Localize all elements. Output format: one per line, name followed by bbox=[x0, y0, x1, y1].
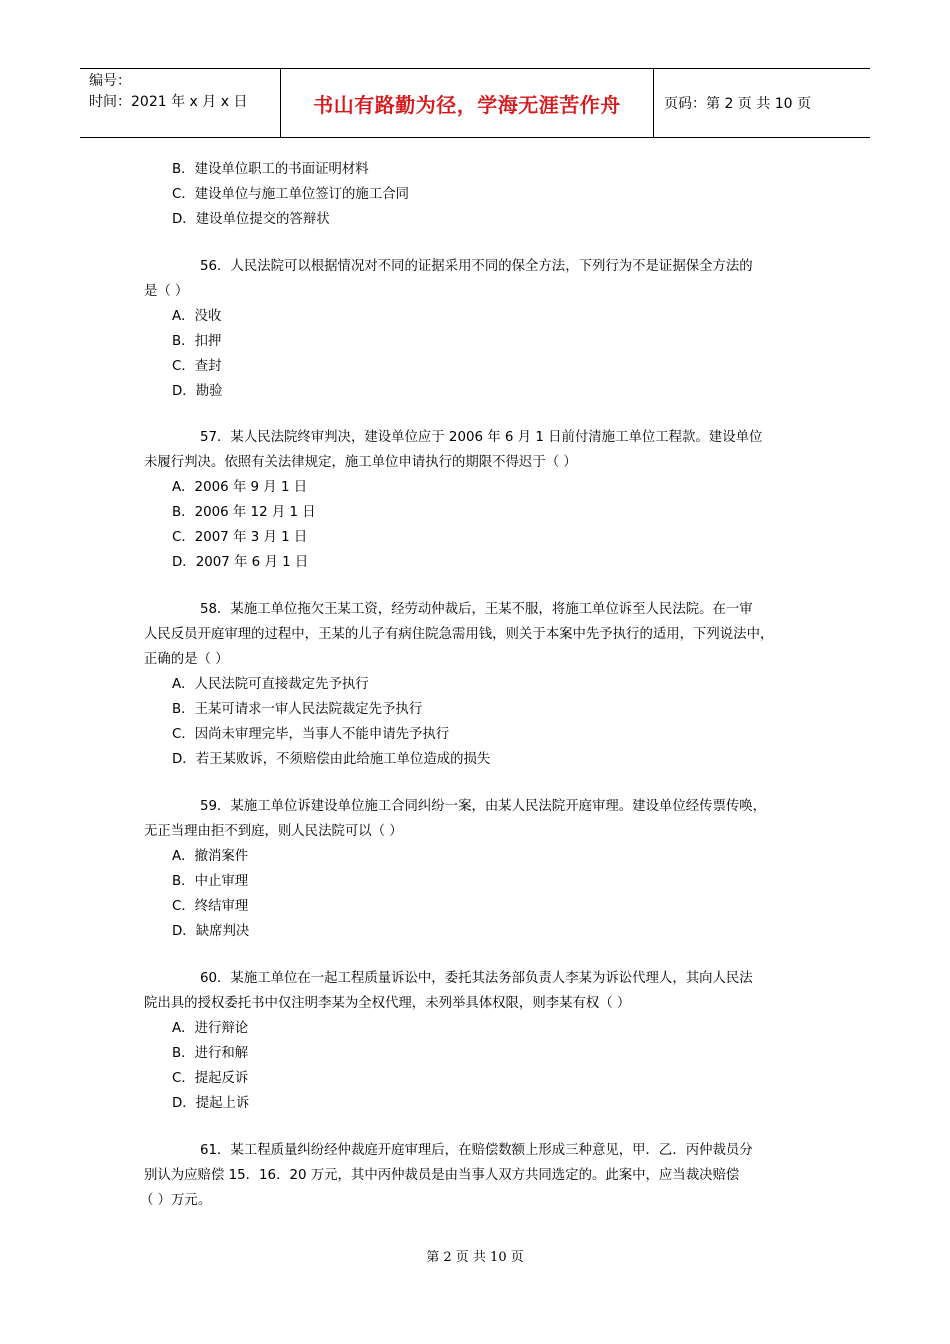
question-line: 院出具的授权委托书中仅注明李某为全权代理，未列举具体权限，则李某有权（ ） bbox=[144, 996, 631, 1011]
header-meta bbox=[80, 69, 281, 137]
option-line: B．建设单位职工的书面证明材料 bbox=[172, 162, 369, 177]
option-line: D．若王某败诉，不须赔偿由此给施工单位造成的损失 bbox=[172, 752, 491, 767]
page-footer: 第 2 页 共 10 页 bbox=[426, 1250, 524, 1265]
option-line: C．查封 bbox=[172, 359, 222, 374]
option-line: C．建设单位与施工单位签订的施工合同 bbox=[172, 187, 409, 202]
question-line: 56．人民法院可以根据情况对不同的证据采用不同的保全方法，下列行为不是证据保全方法的 bbox=[200, 259, 753, 274]
question-line: 无正当理由拒不到庭，则人民法院可以（ ） bbox=[144, 824, 403, 839]
option-line: D．建设单位提交的答辩状 bbox=[172, 212, 330, 227]
option-line: B．进行和解 bbox=[172, 1046, 249, 1061]
question-line: 未履行判决。依照有关法律规定，施工单位申请执行的期限不得迟于（ ） bbox=[144, 455, 577, 470]
question-line: （ ）万元。 bbox=[140, 1193, 212, 1208]
option-line: D．勘验 bbox=[172, 384, 223, 399]
option-line: B．中止审理 bbox=[172, 874, 249, 889]
time-label: 时间：2021 年 x 月 x 日 bbox=[89, 94, 248, 110]
option-line: B．2006 年 12 月 1 日 bbox=[172, 505, 316, 520]
option-line: A．2006 年 9 月 1 日 bbox=[172, 480, 308, 495]
question-line: 人民反员开庭审理的过程中，王某的儿子有病住院急需用钱，则关于本案中先予执行的适用，下列说法中， bbox=[144, 627, 774, 642]
option-line: D．2007 年 6 月 1 日 bbox=[172, 555, 309, 570]
option-line: C．终结审理 bbox=[172, 899, 249, 914]
option-line: C．提起反诉 bbox=[172, 1071, 249, 1086]
question-line: 是（ ） bbox=[144, 284, 189, 299]
page-header bbox=[80, 68, 870, 138]
header-page-info: 页码：第 2 页 共 10 页 bbox=[664, 96, 811, 112]
question-line: 59．某施工单位诉建设单位施工合同纠纷一案，由某人民法院开庭审理。建设单位经传票传唤， bbox=[200, 799, 767, 814]
option-line: C．2007 年 3 月 1 日 bbox=[172, 530, 308, 545]
option-line: B．王某可请求一审人民法院裁定先予执行 bbox=[172, 702, 423, 717]
option-line: A．没收 bbox=[172, 309, 222, 324]
option-line: D．缺席判决 bbox=[172, 924, 250, 939]
question-line: 57．某人民法院终审判决，建设单位应于 2006 年 6 月 1 日前付清施工单位工程款。建设单位 bbox=[200, 430, 763, 445]
question-line: 60．某施工单位在一起工程质量诉讼中，委托其法务部负责人李某为诉讼代理人，其向人民法 bbox=[200, 971, 753, 986]
question-line: 58．某施工单位拖欠王某工资，经劳动仲裁后，王某不服，将施工单位诉至人民法院。在一审 bbox=[200, 602, 753, 617]
option-line: B．扣押 bbox=[172, 334, 222, 349]
question-line: 61．某工程质量纠纷经仲裁庭开庭审理后，在赔偿数额上形成三种意见，甲．乙．丙仲裁员分 bbox=[200, 1143, 753, 1158]
option-line: A．进行辩论 bbox=[172, 1021, 249, 1036]
option-line: A．撤消案件 bbox=[172, 849, 249, 864]
question-line: 正确的是（ ） bbox=[144, 652, 229, 667]
question-line: 别认为应赔偿 15．16．20 万元，其中丙仲裁员是由当事人双方共同选定的。此案中，应当裁决赔偿 bbox=[144, 1168, 740, 1183]
number-label: 编号： bbox=[89, 73, 131, 89]
option-line: C．因尚未审理完毕，当事人不能申请先予执行 bbox=[172, 727, 450, 742]
option-line: D．提起上诉 bbox=[172, 1096, 250, 1111]
option-line: A．人民法院可直接裁定先予执行 bbox=[172, 677, 369, 692]
header-motto: 书山有路勤为径，学海无涯苦作舟 bbox=[281, 69, 654, 137]
